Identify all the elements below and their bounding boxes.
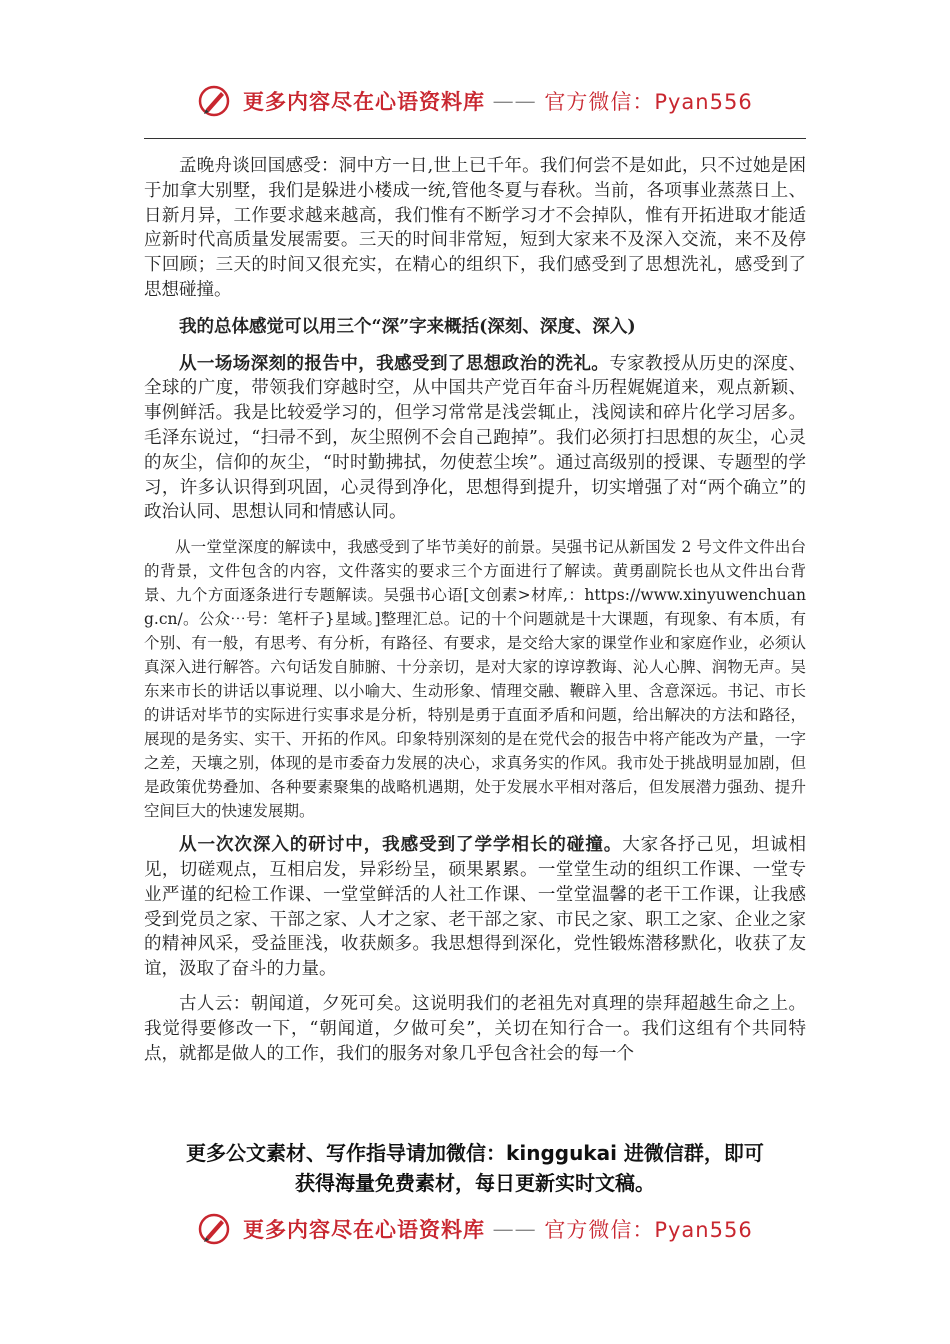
pen-logo-icon: [197, 1212, 231, 1246]
heading-text: 我的总体感觉可以用三个“深”字来概括(深刻、深度、深入): [179, 316, 636, 337]
paragraph-closing: [144, 992, 806, 1066]
paragraph-text: 从一堂堂深度的解读中，我感受到了毕节美好的前景。吴强书记从新国发 2 号文件文件出台的背景，文件包含的内容，文件落实的要求三个方面进行了解读。黄勇副院长也从文件出台背景、九个方面逐条进行专题解读。吴强书心语[文创素>材库,：https://www.xinyuwenchuang.cn/。公众⋯号：笔杆子}星域。]整理汇总。记的十个问题就是十大课题，有现象、有本质，有个别、有一般，有思考、有分析，有路径、有要求，是交给大家的课堂作业和家庭作业，必须认真深入进行解答。六句话发自肺腑、十分亲切，是对大家的谆谆教诲、沁人心脾、润物无声。吴东来市长的讲话以事说理、以小喻大、生动形象、情理交融、鞭辟入里、含意深远。书记、市长的讲话对毕节的实际进行实事求是分析，特别是勇于直面矛盾和问题，给出解决的方法和路径，展现的是务实、实干、开拓的作风。印象特别深刻的是在党代会的报告中将产能改为产量，一字之差，天壤之别，体现的是市委奋力发展的决心，求真务实的作风。我市处于挑战明显加剧，但是政策优势叠加、各种要素聚集的战略机遇期，处于发展水平相对落后，但发展潜力强劲、提升空间巨大的快速发展期。: [144, 538, 806, 821]
paragraph-text: 古人云：朝闻道，夕死可矣。这说明我们的老祖先对真理的崇拜超越生命之上。我觉得要修改一下，“朝闻道，夕做可矣”，关切在知行合一。我们这组有个共同特点，就都是做人的工作，我们的服务对象几乎包含社会的每一个: [144, 993, 806, 1064]
paragraph-summary-heading: [144, 315, 806, 340]
banner-separator: ——: [492, 89, 537, 113]
banner-title: 更多内容尽在心语资料库: [242, 1217, 485, 1242]
paragraph-discussion: [144, 833, 806, 982]
paragraph-text: 大家各抒己见，坦诚相见，切磋观点，互相启发，异彩纷呈，硕果累累。一堂堂生动的组织工作课、一堂专业严谨的纪检工作课、一堂堂鲜活的人社工作课、一堂堂温馨的老干工作课，让我感受到党员之家、干部之家、人才之家、老干部之家、市民之家、职工之家、企业之家的精神风采，受益匪浅，收获颇多。我思想得到深化，党性锻炼潜移默化，收获了友谊，汲取了奋斗的力量。: [144, 835, 807, 980]
header-banner: [0, 84, 950, 118]
banner-wechat: 官方微信：Pyan556: [544, 1218, 753, 1242]
paragraph-lead: 从一次次深入的研讨中，我感受到了学学相长的碰撞。: [179, 835, 623, 856]
paragraph-text: 专家教授从历史的深度、全球的广度，带领我们穿越时空，从中国共产党百年奋斗历程娓娓道来，观点新颖、事例鲜活。我是比较爱学习的，但学习常常是浅尝辄止，浅阅读和碎片化学习居多。毛泽东说过，“扫帚不到，灰尘照例不会自己跑掉”。我们必须打扫思想的灰尘，心灵的灰尘，信仰的灰尘，“时时勤拂拭，勿使惹尘埃”。通过高级别的授课、专题型的学习，许多认识得到巩固，心灵得到净化，思想得到提升，切实增强了对“两个确立”的政治认同、思想认同和情感认同。: [144, 353, 806, 523]
banner-separator: ——: [492, 1217, 537, 1241]
banner-title: 更多内容尽在心语资料库: [242, 89, 485, 114]
cta-line-1: 更多公文素材、写作指导请加微信：kinggukai 进微信群，即可: [186, 1141, 764, 1165]
paragraph-intro: [144, 154, 806, 303]
pen-logo-icon: [197, 84, 231, 118]
header-divider: [144, 138, 806, 139]
paragraph-interpretation: [144, 535, 806, 823]
paragraph-lead: 从一场场深刻的报告中，我感受到了思想政治的洗礼。: [179, 353, 610, 374]
banner-wechat: 官方微信：Pyan556: [544, 90, 753, 114]
footer-banner: [0, 1212, 950, 1246]
cta-line-2: 获得海量免费素材，每日更新实时文稿。: [295, 1171, 655, 1195]
paragraph-report: [144, 352, 806, 526]
paragraph-text: 孟晚舟谈回国感受：洞中方一日,世上已千年。我们何尝不是如此，只不过她是困于加拿大别墅，我们是躲进小楼成一统,管他冬夏与春秋。当前，各项事业蒸蒸日上、日新月异，工作要求越来越高，我们惟有不断学习才不会掉队，惟有开拓进取才能适应新时代高质量发展需要。三天的时间非常短，短到大家来不及深入交流，来不及停下回顾；三天的时间又很充实，在精心的组织下，我们感受到了思想洗礼，感受到了思想碰撞。: [144, 156, 806, 300]
footer-call-to-action: [120, 1138, 830, 1198]
document-body: [144, 150, 806, 1066]
